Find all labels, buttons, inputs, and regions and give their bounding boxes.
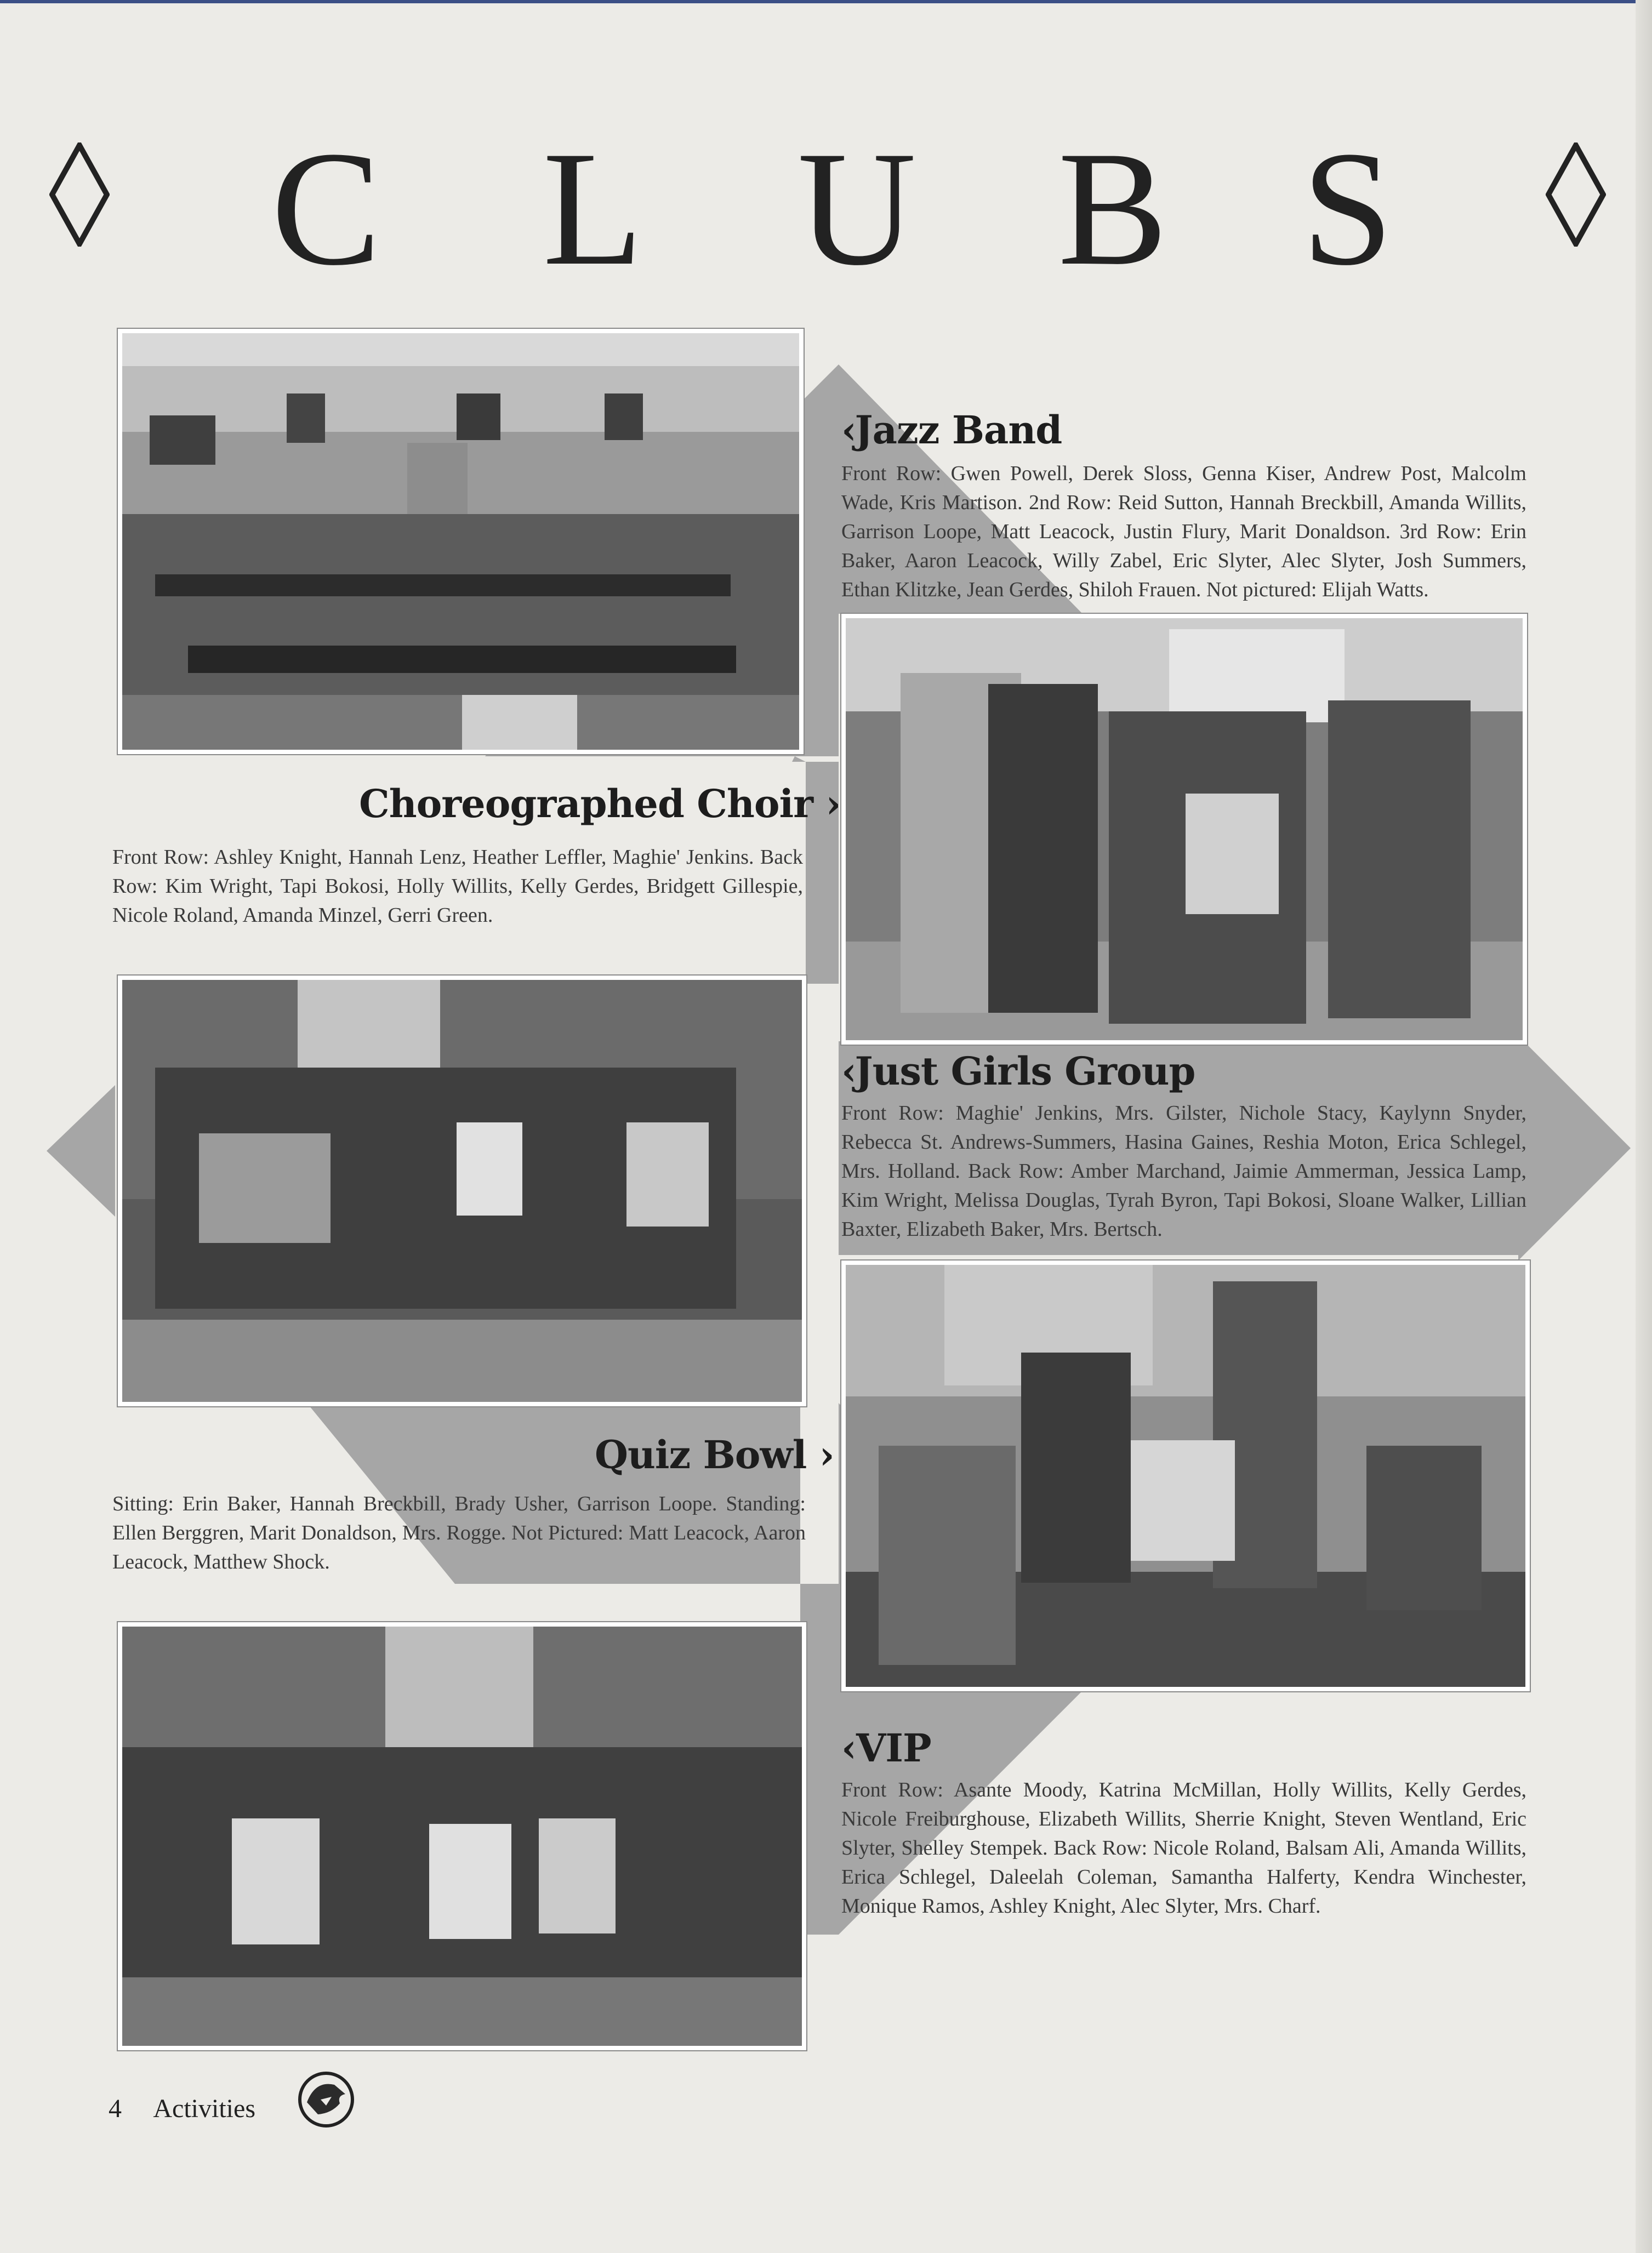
page-number: 4 xyxy=(109,2094,122,2123)
jazz-band-heading: ‹Jazz Band xyxy=(841,407,1062,453)
vip-photo xyxy=(118,1622,806,2050)
page-title xyxy=(0,117,1652,299)
title-letter-l: L xyxy=(543,117,643,299)
chevron-arrow-right xyxy=(1518,1036,1631,1260)
jazz-band-caption: Front Row: Gwen Powell, Derek Sloss, Genna Kiser, Andrew Post, Malcolm Wade, Kris Martison. 2nd Row: Reid Sutton, Hannah Breckbill, Amanda Willits, Garrison Loope, Matt Leacock, Justin Flury, Marit Donaldson. 3rd Row: Erin Baker, Aaron Leacock, Willy Zabel, Eric Slyter, Alec Slyter, Josh Summers, Ethan Klitzke, Jean Gerdes, Shiloh Frauen. Not pictured: Elijah Watts. xyxy=(841,462,1526,601)
jazz-band-photo xyxy=(118,329,804,754)
title-letter-s: S xyxy=(1302,117,1393,299)
just-girls-group-photo xyxy=(118,976,806,1406)
vip-caption: Front Row: Asante Moody, Katrina McMillan, Holly Willits, Kelly Gerdes, Nicole Freiburghouse, Elizabeth Willits, Sherrie Knight, Steven Wentland, Eric Slyter, Shelley Stempek. Back Row: Nicole Roland, Balsam Ali, Amanda Willits, Erica Schlegel, Daleelah Coleman, Samantha Halferty, Kendra Winchester, Monique Ramos, Ashley Knight, Alec Slyter, Mrs. Charf. xyxy=(841,1778,1526,1918)
wolf-mascot-icon xyxy=(293,2069,359,2130)
choreographed-choir-heading: Choreographed Choir › xyxy=(359,781,841,826)
choreographed-choir-photo xyxy=(841,614,1527,1045)
choreographed-choir-caption: Front Row: Ashley Knight, Hannah Lenz, Heather Leffler, Maghie' Jenkins. Back Row: Kim Wright, Tapi Bokosi, Holly Willits, Kelly Gerdes, Bridgett Gillespie, Nicole Roland, Amanda Minzel, Gerri Green. xyxy=(112,846,803,927)
section-label: Activities xyxy=(153,2094,255,2123)
diamond-ornament-right-icon xyxy=(1546,142,1606,247)
quiz-bowl-heading: Quiz Bowl › xyxy=(595,1432,834,1478)
just-girls-group-heading: ‹Just Girls Group xyxy=(841,1048,1195,1094)
just-girls-group-caption: Front Row: Maghie' Jenkins, Mrs. Gilster, Nichole Stacy, Kaylynn Snyder, Rebecca St. Andrews-Summers, Hasina Gaines, Reshia Moton, Erica Schlegel, Mrs. Holland. Back Row: Amber Marchand, Jaimie Ammerman, Jessica Lamp, Kim Wright, Melissa Douglas, Tyrah Byron, Tapi Bokosi, Sloane Walker, Lillian Baxter, Elizabeth Baker, Mrs. Bertsch. xyxy=(841,1102,1526,1241)
quiz-bowl-caption: Sitting: Erin Baker, Hannah Breckbill, Brady Usher, Garrison Loope. Standing: Ellen Berggren, Marit Donaldson, Mrs. Rogge. Not Pictured: Matt Leacock, Aaron Leacock, Matthew Shock. xyxy=(112,1492,806,1573)
diamond-ornament-left-icon xyxy=(49,142,110,247)
title-letter-u: U xyxy=(797,117,916,299)
quiz-bowl-photo xyxy=(841,1260,1530,1691)
title-letter-b: B xyxy=(1058,117,1168,299)
page-footer xyxy=(109,2094,255,2124)
chevron-arrow-left xyxy=(47,1085,115,1217)
title-letter-c: C xyxy=(271,117,381,299)
vip-heading: ‹VIP xyxy=(841,1725,931,1771)
